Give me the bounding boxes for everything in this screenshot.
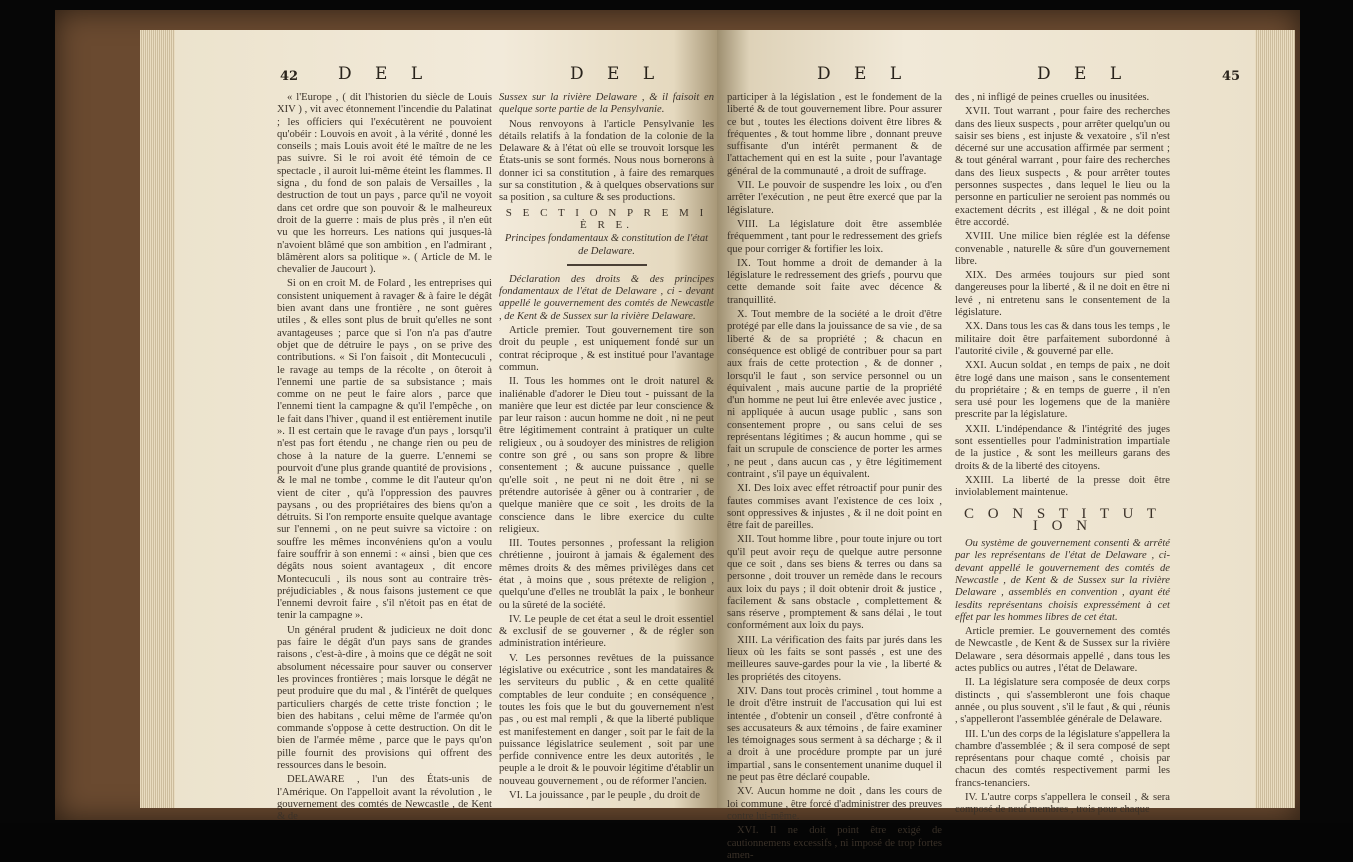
paragraph: Article premier. Tout gouvernement tire son droit du peuple , est uniquement fondé sur un contrat réciproque , & est institué pour l'avantage commun. xyxy=(499,325,714,373)
running-head: D E L xyxy=(817,64,911,84)
paragraph: XIII. La vérification des faits par jurés dans les lieux où les faits se sont passés , est une des meilleures sauve-gardes pour la vie , la liberté & les propriétés des citoyens. xyxy=(727,634,942,683)
page-number-left: 42 xyxy=(280,69,299,84)
paragraph: « l'Europe , ( dit l'historien du siècle de Louis XIV ) , vit avec étonnement l'incendie du Palatinat ; les officiers qui l'exécutèrent ne pouvoient qu'obéir : Louvois en avoit , à la vérité , donné les conseils ; mais Louis avoit été le maître de ne les pas suivre. Si le roi avoit été témoin de ce spectacle , il auroit lui-même éteint les flammes. Il signa , du fond de son palais de Versailles , la destruction de tout un pays , parce qu'il ne voyoit dans cet ordre que son pouvoir & le malheureux droit de la guerre : mais de plus près , il n'en eût vu que les horreurs. Les nations qui jusques-là n'avoient blâmé que son ambition , en l'admirant , blâmèrent alors sa politique ». ( Article de M. le chevalier de Jaucourt ). xyxy=(277,92,492,276)
text-column-right-1 xyxy=(727,92,942,861)
running-head: D E L xyxy=(1037,64,1131,84)
paragraph: V. Les personnes revêtues de la puissance législative ou exécutrice , sont les mandataires & les serviteurs du public , & en cette qualité comptables de leur conduite ; en conséquence , toutes les fois que le but du gouvernement n'est pas , ou est mal rempli , & que la liberté publique est manifestement en danger , soit par le fait de la puissance législatrice seulement , soit par une perfide connivence entre les deux autorités , le peuple a le droit & le pouvoir légitime d'établir un nouveau gouvernement , ou de réformer l'ancien. xyxy=(499,652,714,787)
running-head: D E L xyxy=(338,64,432,84)
paragraph: Si on en croit M. de Folard , les entreprises qui consistent uniquement à ravager & à faire le dégât bien avant dans une frontière , ne sont guères utiles , & elles sont plus de bruit qu'elles ne sont avantageuses ; parce que si l'on n'a pas d'autre objet que de détruire le pays , on se prive des contributions. « Si l'on faisoit , dit Montecuculi , le ravage au temps de la récolte , on ôteroit à l'ennemi une partie de sa subsistance ; mais comme on ne peut le faire alors , parce que l'ennemi tient la campagne & qu'il l'empêche , on le fait dans l'hiver , quand il est entièrement inutile ». Il est certain que le ravage d'un pays , lorsqu'il n'est pas fort étendu , ne change rien ou peu de chose à la nature de la guerre. L'ennemi se pourvoit d'une plus grande quantité de provisions , & le mal ne tombe , comme le dit l'auteur qu'on vient de citer , qu'à l'oppression des pauvres paysans , ou des propriétaires des biens qu'on a détruits. Si l'on remporte ensuite quelque avantage sur l'ennemi , on ne peut suivre sa victoire : on souffre les mêmes inconvéniens qu'on a voulu faire souffrir à son ennemi : « ainsi , bien que ces dégâts nous soient avantageux , dit encore Montecuculi , ils nous sont au contraire très-préjudiciables , & nous faisons justement ce que l'ennemi devroit faire , s'il n'étoit pas en état de tenir la campagne ». xyxy=(277,278,492,622)
paragraph: II. Tous les hommes ont le droit naturel & inaliénable d'adorer le Dieu tout - puissant de la manière que leur est dictée par leur conscience & par leur raison : aucun homme ne doit , ni ne peut être légitimement contraint à pratiquer un culte religieux , ou à soudoyer des ministres de religion contre son gré , ou sans son propre & libre consentement ; & aucune puissance , quelle qu'elle soit , ne peut ni ne doit être , ni se prétendre autorisée à gêner ou à contrarier , de quelque manière que ce soit , les droits de la conscience dans le libre exercice du culte religieux. xyxy=(499,376,714,535)
paragraph: IV. L'autre corps s'appellera le conseil , & sera composé de neuf membres , trois pour chaque xyxy=(955,792,1170,816)
paragraph: XVII. Tout warrant , pour faire des recherches dans des lieux suspects , pour arrêter quelqu'un ou saisir ses biens , est injuste & vexatoire , s'il n'est décerné sur une accusation affirmée par serment ; & tout général warrant , pour faire des recherches dans des lieux suspects , & pour arrêter toutes personnes suspectes , dans lequel le lieu ou la personne en particulier ne seroient pas nommés ou exactement décrits , est illégal , & ne doit point être accordé. xyxy=(955,106,1170,228)
text-column-left-2 xyxy=(499,92,714,802)
paragraph: IV. Le peuple de cet état a seul le droit essentiel & exclusif de se gouverner , & de régler son administration intérieure. xyxy=(499,613,714,650)
paragraph: Article premier. Le gouvernement des comtés de Newcastle , de Kent & de Sussex sur la rivière Delaware , sera désormais appellé , dans tous les actes publics ou autres , l'état de Delaware. xyxy=(955,626,1170,675)
paragraph: participer à la législation , est le fondement de la liberté & de tout gouvernement libre. Pour assurer ce but , toutes les élections doivent être libres & fréquentes , & tout homme libre , donnant preuve suffisante d'un intérêt permanent & de l'attachement qui en est la suite , pour l'avantage général de la communauté , a droit de suffrage. xyxy=(727,92,942,177)
page-number-right: 45 xyxy=(1222,69,1241,84)
paragraph: VI. La jouissance , par le peuple , du droit de xyxy=(509,790,700,802)
paragraph: XXII. L'indépendance & l'intégrité des juges sont essentielles pour l'administration impartiale de la justice , & sont les meilleurs garans des droits & de la liberté des citoyens. xyxy=(955,423,1170,472)
left-page-edges xyxy=(140,30,178,808)
paragraph: XI. Des loix avec effet rétroactif pour punir des fautes commises avant l'existence de ces loix , sont oppressives & injustes , & il ne doit point en être fait de pareilles. xyxy=(727,483,942,532)
paragraph: II. La législature sera composée de deux corps distincts , qui s'assembleront une fois chaque année , ou plus souvent , s'il le faut , & qui , réunis , s'appelleront l'assemblée générale de Delaware. xyxy=(955,677,1170,726)
paragraph: III. Toutes personnes , professant la religion chrétienne , jouiront à jamais & également des mêmes droits & des mêmes privilèges dans cet état , à moins que , sous prétexte de religion , quelqu'une d'elles ne troublât la paix , le bonheur ou la sûreté de la société. xyxy=(499,538,714,611)
paragraph: Nous renvoyons à l'article Pensylvanie les détails relatifs à la fondation de la colonie de la Delaware & à l'état où elle se trouvoit lorsque les États-unis se sont formés. Nous nous bornerons à donner ici sa constitution , à faire des remarques sur sa constitution , & à quelques observations sur sa position , sa culture & ses productions. xyxy=(499,118,714,204)
divider-rule xyxy=(567,264,647,266)
running-head: D E L xyxy=(570,64,664,84)
section-subtitle: Principes fondamentaux & constitution de l'état de Delaware. xyxy=(504,233,709,257)
paragraph: XIV. Dans tout procès criminel , tout homme a le droit d'être instruit de l'accusation qui lui est intentée , d'obtenir un conseil , d'être confronté à ses accusateurs & aux témoins , de faire examiner les témoignages sous serment à sa décharge ; & il a droit à une procédure prompte par un juré impartial , sans le consentement unanime duquel il ne peut pas être déclaré coupable. xyxy=(727,685,942,784)
paragraph: XXI. Aucun soldat , en temps de paix , ne doit être logé dans une maison , sans le consentement du propriétaire ; & en temps de guerre , il n'en sera usé pour les logemens que de la manière prescrite par la législature. xyxy=(955,360,1170,421)
paragraph: XX. Dans tous les cas & dans tous les temps , le militaire doit être parfaitement subordonné à l'autorité civile , & gouverné par elle. xyxy=(955,321,1170,357)
paragraph: XV. Aucun homme ne doit , dans les cours de loi commune , être forcé d'administrer des preuves contre lui-même. xyxy=(727,786,942,822)
section-title: S E C T I O N P R E M I È R E. xyxy=(505,206,708,231)
paragraph: IX. Tout homme a droit de demander à la législature le redressement des griefs , pourvu que cette demande soit faite avec décence & tranquillité. xyxy=(727,257,942,306)
paragraph: XXIII. La liberté de la presse doit être inviolablement maintenue. xyxy=(955,474,1170,499)
paragraph: DELAWARE , l'un des États-unis de l'Amérique. On l'appelloit avant la révolution , le gouvernement des comtés de Newcastle , de Kent & de xyxy=(277,774,492,823)
paragraph: XVIII. Une milice bien réglée est la défense convenable , naturelle & sûre d'un gouvernement libre. xyxy=(955,231,1170,267)
text-column-left-1 xyxy=(277,92,492,823)
paragraph: X. Tout membre de la société a le droit d'être protégé par elle dans la jouissance de sa vie , de sa liberté & de sa propriété ; & chacun en conséquence est obligé de contribuer pour sa part aux frais de cette protection , & de donner , lorsqu'il le faut , son service personnel ou un équivalent , mais aucune partie de la propriété d'un homme ne peut lui être enlevée avec justice , ni appliquée à aucun usage public , sans son consentement propre , ou sans celui de ses représentans légitimes ; & aucun homme , qui se fait un scrupule de conscience de porter les armes , ne peut , dans aucun cas , y être légitimement contraint , s'il paye un équivalent. xyxy=(727,309,942,480)
paragraph: VII. Le pouvoir de suspendre les loix , ou d'en arrêter l'exécution , ne peut être exercé que par la législature. xyxy=(727,180,942,216)
paragraph: Sussex sur la rivière Delaware , & il faisoit en quelque sorte partie de la Pensylvanie. xyxy=(499,92,714,116)
paragraph: XIX. Des armées toujours sur pied sont dangereuses pour la liberté , & il ne doit en être ni levé , ni entretenu sans le consentement de la législature. xyxy=(955,270,1170,319)
section-title: C O N S T I T U T I O N xyxy=(964,505,1161,534)
text-column-right-2 xyxy=(955,92,1170,816)
right-page xyxy=(717,30,1255,861)
paragraph: XVI. Il ne doit point être exigé de cautionnemens excessifs , ni imposé de trop fortes amen- xyxy=(727,825,942,861)
left-page xyxy=(175,30,717,823)
paragraph: Déclaration des droits & des principes fondamentaux de l'état de Delaware , ci - devant appellé le gouvernement des comtés de Newcastle , de Kent & de Sussex sur la rivière Delaware. xyxy=(499,273,714,322)
right-page-edges xyxy=(1255,30,1295,808)
paragraph: Un général prudent & judicieux ne doit donc pas faire le dégât d'un pays sans de grandes raisons , c'est-à-dire , à moins que ce dégât ne soit absolument nécessaire pour sauver ou conserver les provinces frontières ; mais lorsque le dégât ne peut produire que du mal , & l'intérêt de quelques particuliers chargés de cette triste fonction ; le bien des habitans , celui même de l'armée qu'on commande s'oppose à cette destruction. On dit le bien de l'armée même , parce que le pays qu'on pille fournit des provisions qui offrent des ressources dans le besoin. xyxy=(277,624,492,772)
paragraph: III. L'un des corps de la législature s'appellera la chambre d'assemblée ; & il sera composé de sept représentans pour chaque comté , choisis par chacun des comtés respectivement parmi les francs-tenanciers. xyxy=(955,728,1170,789)
paragraph: Ou système de gouvernement consenti & arrêté par les représentans de l'état de Delaware , ci-devant appellé le gouvernement des comtés de Newcastle , de Kent & de Sussex sur la rivière Delaware , assemblés en convention , ayant été lesdits représentans choisis expressément à cet effet par les hommes libres de cet état. xyxy=(955,538,1170,623)
paragraph: des , ni infligé de peines cruelles ou inusitées. xyxy=(955,92,1150,103)
paragraph: VIII. La législature doit être assemblée fréquemment , tant pour le redressement des griefs que pour corriger & fortifier les loix. xyxy=(727,218,942,255)
paragraph: XII. Tout homme libre , pour toute injure ou tort qu'il peut avoir reçu de quelque autre personne que ce soit , dans ses biens & terres ou dans sa personne , doit trouver un remède dans le recours aux loix du pays ; il doit obtenir droit & justice , facilement & sans obstacle , complettement & sans réserve , promptement & sans délai , le tout conformément aux loix du pays. xyxy=(727,534,942,632)
